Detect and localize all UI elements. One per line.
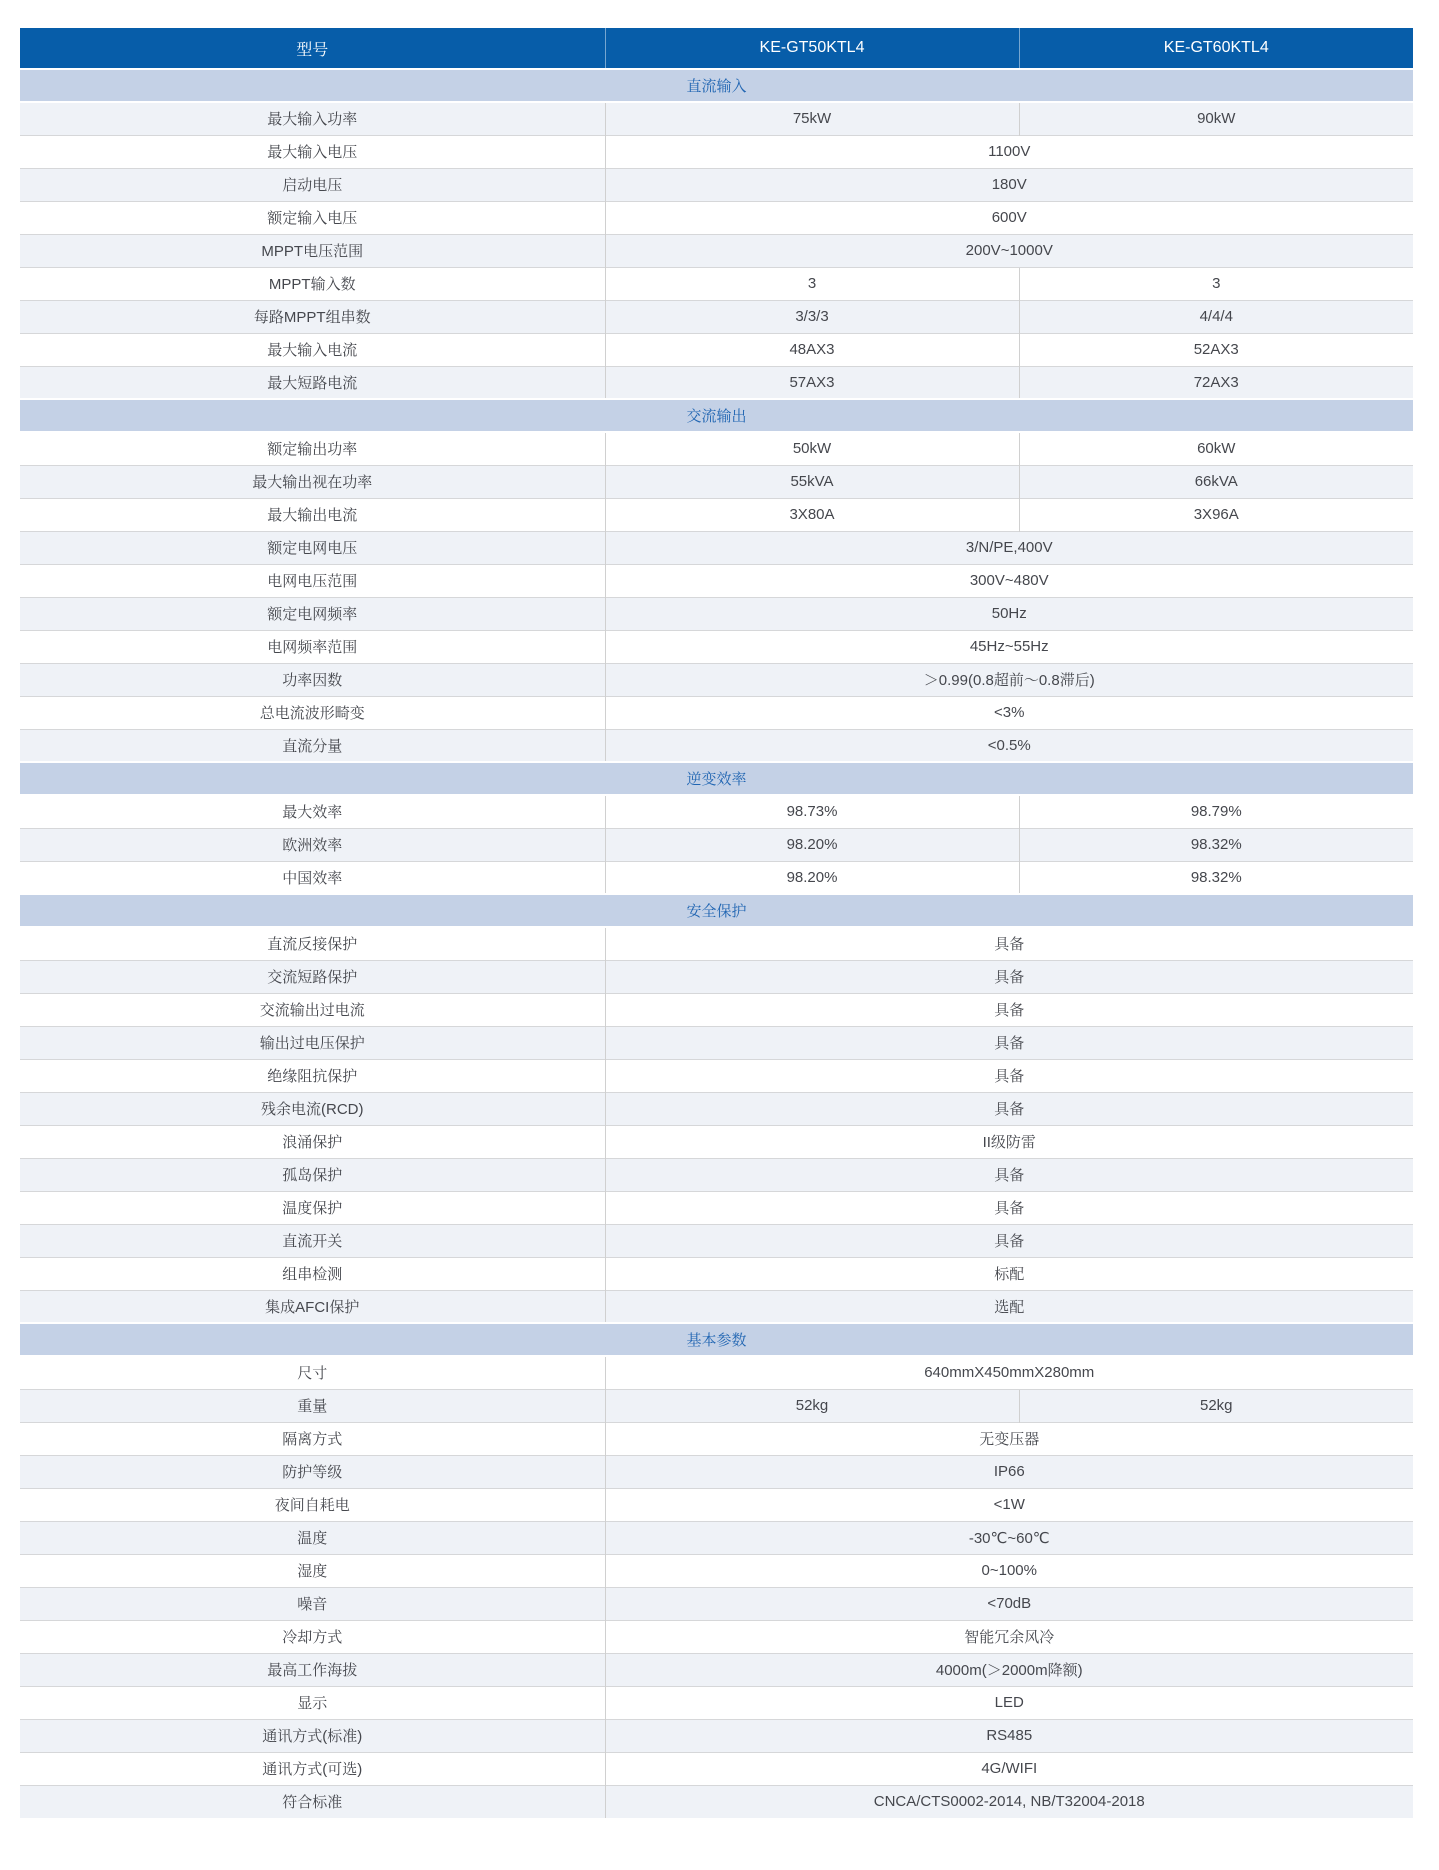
spec-label: 总电流波形畸变 bbox=[20, 696, 605, 729]
section-title: 逆变效率 bbox=[20, 762, 1413, 795]
spec-value: 52AX3 bbox=[1019, 333, 1413, 366]
spec-row bbox=[20, 1620, 1413, 1653]
spec-row bbox=[20, 1257, 1413, 1290]
spec-value: 具备 bbox=[605, 960, 1413, 993]
spec-row bbox=[20, 663, 1413, 696]
spec-value: 0~100% bbox=[605, 1554, 1413, 1587]
spec-label: 欧洲效率 bbox=[20, 828, 605, 861]
spec-label: 集成AFCI保护 bbox=[20, 1290, 605, 1323]
spec-row bbox=[20, 1488, 1413, 1521]
spec-value: 具备 bbox=[605, 993, 1413, 1026]
spec-label: 孤岛保护 bbox=[20, 1158, 605, 1191]
spec-label: 绝缘阻抗保护 bbox=[20, 1059, 605, 1092]
model-label-cell: 型号 bbox=[20, 28, 605, 69]
spec-value: 90kW bbox=[1019, 102, 1413, 135]
spec-value: 200V~1000V bbox=[605, 234, 1413, 267]
spec-value: 具备 bbox=[605, 1158, 1413, 1191]
spec-value: <1W bbox=[605, 1488, 1413, 1521]
spec-label: 温度 bbox=[20, 1521, 605, 1554]
spec-row bbox=[20, 432, 1413, 465]
spec-label: 直流反接保护 bbox=[20, 927, 605, 960]
section-header-row bbox=[20, 762, 1413, 795]
spec-row bbox=[20, 696, 1413, 729]
spec-label: 残余电流(RCD) bbox=[20, 1092, 605, 1125]
spec-label: 湿度 bbox=[20, 1554, 605, 1587]
spec-value: 640mmX450mmX280mm bbox=[605, 1356, 1413, 1389]
model-name-gt50: KE-GT50KTL4 bbox=[605, 28, 1019, 69]
spec-value: 具备 bbox=[605, 1191, 1413, 1224]
spec-row bbox=[20, 1719, 1413, 1752]
spec-label: 隔离方式 bbox=[20, 1422, 605, 1455]
spec-label: 重量 bbox=[20, 1389, 605, 1422]
spec-label: 冷却方式 bbox=[20, 1620, 605, 1653]
spec-value: 98.32% bbox=[1019, 828, 1413, 861]
spec-value: 3/N/PE,400V bbox=[605, 531, 1413, 564]
section-title: 直流输入 bbox=[20, 69, 1413, 102]
spec-row bbox=[20, 729, 1413, 762]
spec-row bbox=[20, 168, 1413, 201]
spec-label: 最大输入功率 bbox=[20, 102, 605, 135]
spec-value: 3X80A bbox=[605, 498, 1019, 531]
spec-label: 夜间自耗电 bbox=[20, 1488, 605, 1521]
spec-value: 具备 bbox=[605, 927, 1413, 960]
spec-value: 60kW bbox=[1019, 432, 1413, 465]
spec-label: 最高工作海拔 bbox=[20, 1653, 605, 1686]
spec-row bbox=[20, 465, 1413, 498]
spec-value: 98.73% bbox=[605, 795, 1019, 828]
spec-label: 通讯方式(可选) bbox=[20, 1752, 605, 1785]
spec-label: 最大输入电压 bbox=[20, 135, 605, 168]
spec-label: 最大短路电流 bbox=[20, 366, 605, 399]
spec-label: 额定电网电压 bbox=[20, 531, 605, 564]
spec-value: 具备 bbox=[605, 1092, 1413, 1125]
spec-value: 1100V bbox=[605, 135, 1413, 168]
spec-value: 66kVA bbox=[1019, 465, 1413, 498]
spec-label: 显示 bbox=[20, 1686, 605, 1719]
spec-value: 具备 bbox=[605, 1026, 1413, 1059]
spec-value: 4000m(＞2000m降额) bbox=[605, 1653, 1413, 1686]
spec-row bbox=[20, 927, 1413, 960]
spec-label: 额定电网频率 bbox=[20, 597, 605, 630]
spec-value: <3% bbox=[605, 696, 1413, 729]
spec-row bbox=[20, 1554, 1413, 1587]
spec-value: 50Hz bbox=[605, 597, 1413, 630]
spec-value: 无变压器 bbox=[605, 1422, 1413, 1455]
spec-label: 浪涌保护 bbox=[20, 1125, 605, 1158]
spec-row bbox=[20, 102, 1413, 135]
spec-value: 300V~480V bbox=[605, 564, 1413, 597]
spec-table bbox=[20, 28, 1413, 1818]
spec-row bbox=[20, 564, 1413, 597]
spec-row bbox=[20, 201, 1413, 234]
spec-label: 最大输出电流 bbox=[20, 498, 605, 531]
spec-label: MPPT输入数 bbox=[20, 267, 605, 300]
spec-value: IP66 bbox=[605, 1455, 1413, 1488]
spec-row bbox=[20, 1521, 1413, 1554]
spec-value: 98.79% bbox=[1019, 795, 1413, 828]
spec-value: 选配 bbox=[605, 1290, 1413, 1323]
spec-value: 50kW bbox=[605, 432, 1019, 465]
spec-row bbox=[20, 1356, 1413, 1389]
spec-label: MPPT电压范围 bbox=[20, 234, 605, 267]
spec-label: 交流短路保护 bbox=[20, 960, 605, 993]
spec-value: CNCA/CTS0002-2014, NB/T32004-2018 bbox=[605, 1785, 1413, 1818]
spec-label: 最大输入电流 bbox=[20, 333, 605, 366]
spec-value: 3X96A bbox=[1019, 498, 1413, 531]
spec-value: 57AX3 bbox=[605, 366, 1019, 399]
spec-row bbox=[20, 960, 1413, 993]
spec-label: 温度保护 bbox=[20, 1191, 605, 1224]
spec-row bbox=[20, 366, 1413, 399]
spec-value: <0.5% bbox=[605, 729, 1413, 762]
spec-row bbox=[20, 1125, 1413, 1158]
spec-value: 72AX3 bbox=[1019, 366, 1413, 399]
section-header-row bbox=[20, 1323, 1413, 1356]
spec-value: 3 bbox=[1019, 267, 1413, 300]
spec-label: 直流分量 bbox=[20, 729, 605, 762]
spec-value: -30℃~60℃ bbox=[605, 1521, 1413, 1554]
spec-label: 每路MPPT组串数 bbox=[20, 300, 605, 333]
spec-value: 4G/WIFI bbox=[605, 1752, 1413, 1785]
spec-row bbox=[20, 1752, 1413, 1785]
spec-value: 98.32% bbox=[1019, 861, 1413, 894]
spec-value: ＞0.99(0.8超前～0.8滞后) bbox=[605, 663, 1413, 696]
spec-value: 45Hz~55Hz bbox=[605, 630, 1413, 663]
spec-label: 通讯方式(标准) bbox=[20, 1719, 605, 1752]
spec-value: LED bbox=[605, 1686, 1413, 1719]
spec-value: II级防雷 bbox=[605, 1125, 1413, 1158]
spec-value: 52kg bbox=[1019, 1389, 1413, 1422]
spec-label: 额定输出功率 bbox=[20, 432, 605, 465]
spec-value: 具备 bbox=[605, 1224, 1413, 1257]
spec-row bbox=[20, 1026, 1413, 1059]
spec-row bbox=[20, 1158, 1413, 1191]
spec-label: 噪音 bbox=[20, 1587, 605, 1620]
table-header bbox=[20, 28, 1413, 69]
spec-row bbox=[20, 630, 1413, 663]
spec-row bbox=[20, 1686, 1413, 1719]
spec-row bbox=[20, 1455, 1413, 1488]
spec-value: 55kVA bbox=[605, 465, 1019, 498]
section-title: 安全保护 bbox=[20, 894, 1413, 927]
spec-label: 电网电压范围 bbox=[20, 564, 605, 597]
spec-row bbox=[20, 828, 1413, 861]
spec-row bbox=[20, 1059, 1413, 1092]
spec-label: 电网频率范围 bbox=[20, 630, 605, 663]
spec-row bbox=[20, 597, 1413, 630]
spec-row bbox=[20, 1422, 1413, 1455]
spec-row bbox=[20, 1785, 1413, 1818]
spec-value: 48AX3 bbox=[605, 333, 1019, 366]
section-header-row bbox=[20, 69, 1413, 102]
spec-row bbox=[20, 1653, 1413, 1686]
section-title: 基本参数 bbox=[20, 1323, 1413, 1356]
spec-label: 尺寸 bbox=[20, 1356, 605, 1389]
spec-label: 功率因数 bbox=[20, 663, 605, 696]
spec-row bbox=[20, 1191, 1413, 1224]
spec-value: 98.20% bbox=[605, 861, 1019, 894]
spec-value: 98.20% bbox=[605, 828, 1019, 861]
spec-value: 4/4/4 bbox=[1019, 300, 1413, 333]
model-header-row bbox=[20, 28, 1413, 69]
spec-row bbox=[20, 267, 1413, 300]
spec-label: 交流输出过电流 bbox=[20, 993, 605, 1026]
spec-value: 具备 bbox=[605, 1059, 1413, 1092]
spec-row bbox=[20, 234, 1413, 267]
spec-label: 额定输入电压 bbox=[20, 201, 605, 234]
spec-label: 输出过电压保护 bbox=[20, 1026, 605, 1059]
spec-label: 直流开关 bbox=[20, 1224, 605, 1257]
spec-value: 标配 bbox=[605, 1257, 1413, 1290]
spec-value: 3 bbox=[605, 267, 1019, 300]
spec-value: <70dB bbox=[605, 1587, 1413, 1620]
section-title: 交流输出 bbox=[20, 399, 1413, 432]
spec-row bbox=[20, 498, 1413, 531]
spec-value: 智能冗余风冷 bbox=[605, 1620, 1413, 1653]
spec-row bbox=[20, 1389, 1413, 1422]
spec-label: 启动电压 bbox=[20, 168, 605, 201]
table-body bbox=[20, 69, 1413, 1818]
spec-row bbox=[20, 1290, 1413, 1323]
spec-row bbox=[20, 795, 1413, 828]
section-header-row bbox=[20, 399, 1413, 432]
spec-label: 最大效率 bbox=[20, 795, 605, 828]
spec-value: 180V bbox=[605, 168, 1413, 201]
spec-row bbox=[20, 1587, 1413, 1620]
spec-row bbox=[20, 531, 1413, 564]
spec-label: 防护等级 bbox=[20, 1455, 605, 1488]
spec-row bbox=[20, 861, 1413, 894]
spec-label: 中国效率 bbox=[20, 861, 605, 894]
spec-row bbox=[20, 1092, 1413, 1125]
spec-row bbox=[20, 1224, 1413, 1257]
spec-value: 75kW bbox=[605, 102, 1019, 135]
spec-row bbox=[20, 333, 1413, 366]
spec-row bbox=[20, 135, 1413, 168]
spec-label: 符合标准 bbox=[20, 1785, 605, 1818]
spec-label: 最大输出视在功率 bbox=[20, 465, 605, 498]
spec-value: 52kg bbox=[605, 1389, 1019, 1422]
spec-label: 组串检测 bbox=[20, 1257, 605, 1290]
spec-value: 600V bbox=[605, 201, 1413, 234]
section-header-row bbox=[20, 894, 1413, 927]
spec-row bbox=[20, 993, 1413, 1026]
model-name-gt60: KE-GT60KTL4 bbox=[1019, 28, 1413, 69]
spec-value: 3/3/3 bbox=[605, 300, 1019, 333]
spec-row bbox=[20, 300, 1413, 333]
spec-value: RS485 bbox=[605, 1719, 1413, 1752]
